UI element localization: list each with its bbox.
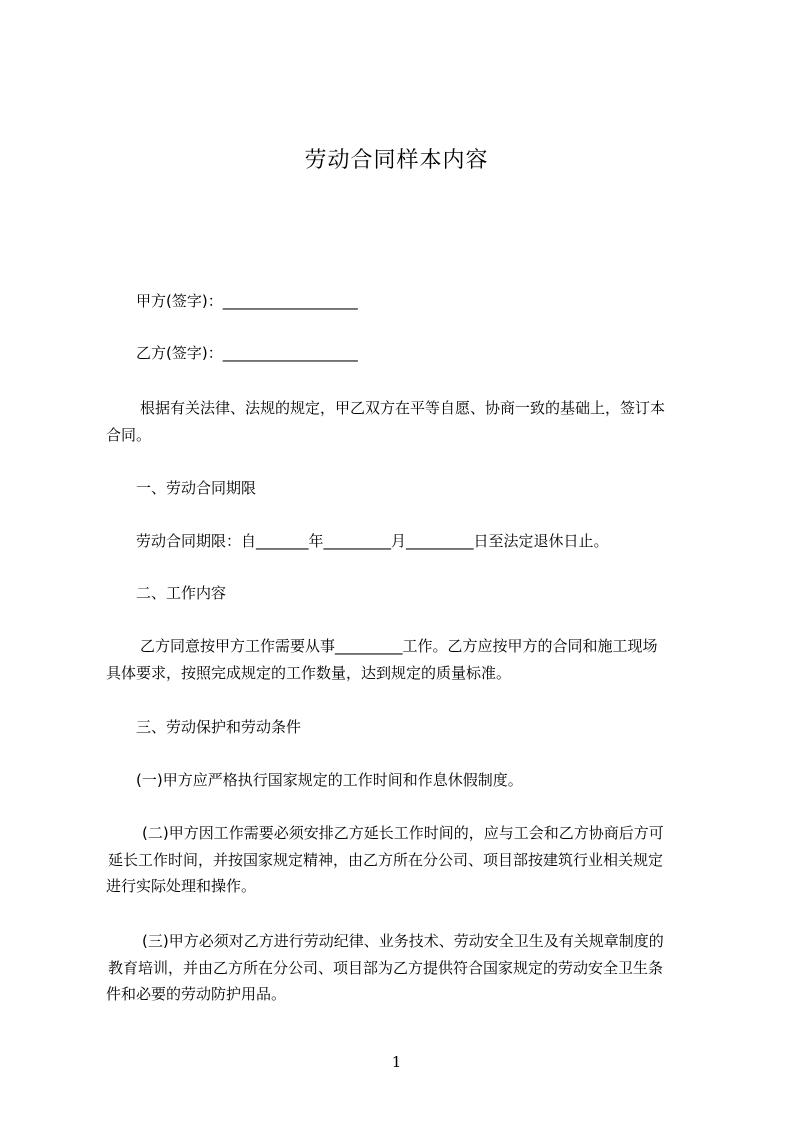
- section-3-heading: 三、劳动保护和劳动条件: [136, 718, 302, 736]
- section-2-paragraph: [106, 633, 702, 686]
- item-1-text: (一)甲方应严格执行国家规定的工作时间和作息休假制度。: [136, 771, 523, 789]
- item-2-line-2: 延长工作时间，并按国家规定精神，由乙方所在分公司、项目部按建筑行业相关规定: [108, 850, 664, 869]
- item-3-line-1: (三)甲方必须对乙方进行劳动纪律、业务技术、劳动安全卫生及有关规章制度的: [142, 932, 664, 950]
- section-1-text: 劳动合同期限：自_______年_________月_________日至法定退休日止。: [136, 532, 609, 550]
- document-title: 劳动合同样本内容: [304, 148, 489, 173]
- item-3-line-2: 教育培训，并由乙方所在分公司、项目部为乙方提供符合国家规定的劳动安全卫生条: [108, 958, 664, 977]
- section-2-line-1: 乙方同意按甲方工作需要从事_________工作。乙方应按甲方的合同和施工现场: [140, 637, 658, 655]
- item-3-line-3: 件和必要的劳动防护用品。: [106, 985, 287, 1003]
- section-1-heading: 一、劳动合同期限: [136, 479, 257, 497]
- intro-paragraph: [106, 395, 702, 448]
- intro-line-1: 根据有关法律、法规的规定，甲乙双方在平等自愿、协商一致的基础上，签订本: [140, 399, 666, 417]
- party-a-signature-line: 甲方(签字)：__________________: [136, 292, 358, 310]
- section-2-heading: 二、工作内容: [136, 584, 227, 602]
- item-2-paragraph: [106, 820, 702, 900]
- item-2-line-1: (二)甲方因工作需要必须安排乙方延长工作时间的，应与工会和乙方协商后方可: [142, 824, 664, 842]
- item-2-line-3: 进行实际处理和操作。: [106, 877, 257, 895]
- item-3-paragraph: [106, 928, 702, 1008]
- section-2-line-2: 具体要求，按照完成规定的工作数量，达到规定的质量标准。: [106, 663, 512, 682]
- page-number: 1: [391, 1053, 402, 1071]
- intro-line-2: 合同。: [106, 425, 152, 444]
- party-b-signature-line: 乙方(签字)：__________________: [136, 344, 358, 362]
